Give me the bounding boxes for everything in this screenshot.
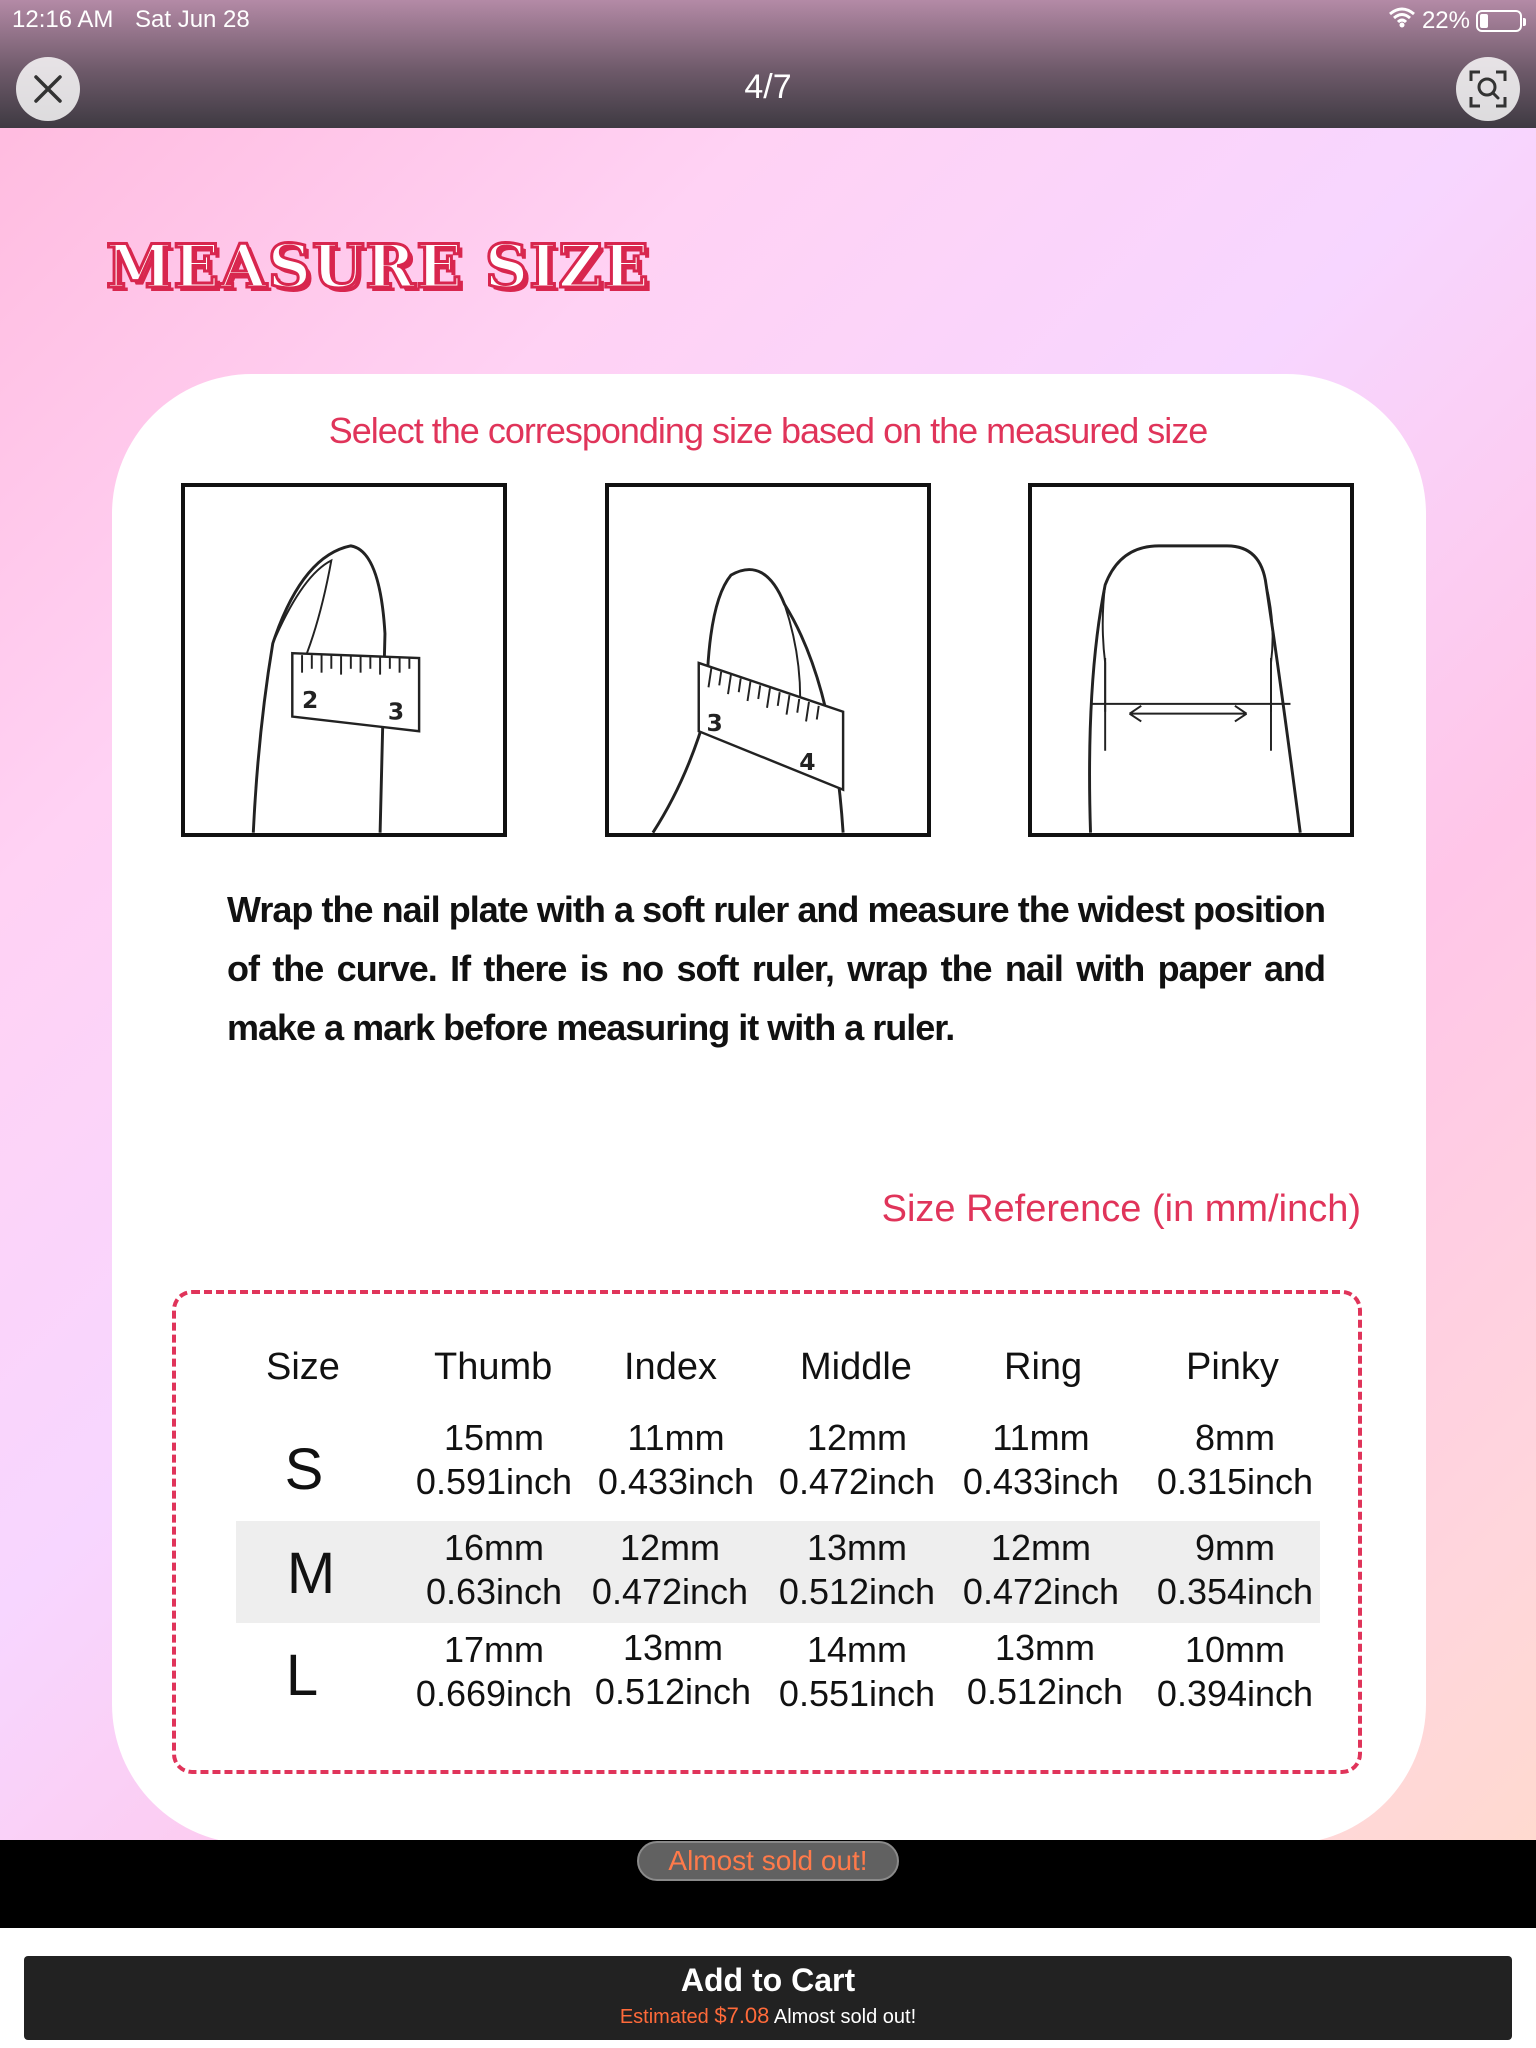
table-cell: 16mm 0.63inch <box>425 1527 563 1612</box>
col-header-thumb: Thumb <box>434 1346 553 1388</box>
diagram-thumb-wrap <box>181 483 507 837</box>
battery-percent: 22% <box>1421 6 1470 34</box>
image-counter: 4/7 <box>744 68 792 106</box>
finger-ruler-illustration <box>185 487 503 833</box>
ruler-label: 3 <box>387 697 405 726</box>
nail-width-illustration <box>1032 487 1350 833</box>
col-header-pinky: Pinky <box>1186 1346 1279 1388</box>
ruler-label: 2 <box>302 685 319 714</box>
almost-sold-out-badge: Almost sold out! <box>637 1841 899 1881</box>
wifi-icon <box>1388 6 1416 35</box>
table-cell: 15mm 0.591inch <box>415 1417 573 1502</box>
table-cell: 14mm 0.551inch <box>778 1629 936 1714</box>
page-title: MEASURE SIZE <box>106 232 650 302</box>
table-cell: 10mm 0.394inch <box>1156 1629 1314 1714</box>
table-cell: 17mm 0.669inch <box>415 1629 573 1714</box>
col-header-size: Size <box>266 1346 340 1388</box>
estimated-price: $7.08 <box>714 2003 770 2028</box>
size-label-l: L <box>285 1643 319 1708</box>
table-cell: 13mm 0.512inch <box>778 1527 936 1612</box>
ruler-label: 3 <box>706 709 723 738</box>
cart-subtext <box>24 2003 1512 2029</box>
battery-icon <box>1476 10 1522 32</box>
diagram-index-wrap <box>605 483 931 837</box>
stock-note: Almost sold out! <box>773 2006 917 2028</box>
table-cell: 13mm 0.512inch <box>966 1627 1124 1712</box>
size-label-m: M <box>286 1541 336 1606</box>
table-cell: 12mm 0.472inch <box>962 1527 1120 1612</box>
ruler-label: 4 <box>799 748 816 777</box>
measure-instructions: Wrap the nail plate with a soft ruler and measure the widest position of the curve. If there is no soft ruler, wrap the nail with paper and make a mark before measuring it with a ruler. <box>227 889 1325 1048</box>
status-time: 12:16 AM <box>12 6 114 33</box>
diagram-width-wrap <box>1028 483 1354 837</box>
col-header-index: Index <box>624 1346 717 1388</box>
col-header-middle: Middle <box>800 1346 912 1388</box>
estimated-label: Estimated <box>619 2006 709 2028</box>
status-date: Sat Jun 28 <box>135 6 250 33</box>
table-cell: 8mm 0.315inch <box>1156 1417 1314 1502</box>
add-to-cart-button[interactable] <box>24 1956 1512 2040</box>
size-reference-label: Size Reference (in mm/inch) <box>881 1188 1361 1230</box>
finger-ruler-illustration <box>609 487 927 833</box>
table-cell: 12mm 0.472inch <box>591 1527 749 1612</box>
col-header-ring: Ring <box>1004 1346 1083 1388</box>
table-cell: 11mm 0.433inch <box>962 1417 1120 1502</box>
table-cell: 9mm 0.354inch <box>1156 1527 1314 1612</box>
visual-search-button[interactable] <box>1456 57 1520 121</box>
visual-search-icon <box>1468 69 1508 109</box>
subtitle: Select the corresponding size based on the measured size <box>328 410 1208 451</box>
table-cell: 13mm 0.512inch <box>594 1627 752 1712</box>
add-to-cart-label: Add to Cart <box>680 1962 856 1998</box>
top-bar <box>0 0 1536 128</box>
size-label-s: S <box>284 1437 324 1502</box>
table-cell: 11mm 0.433inch <box>597 1417 755 1502</box>
status-right <box>1388 6 1522 35</box>
table-cell: 12mm 0.472inch <box>778 1417 936 1502</box>
